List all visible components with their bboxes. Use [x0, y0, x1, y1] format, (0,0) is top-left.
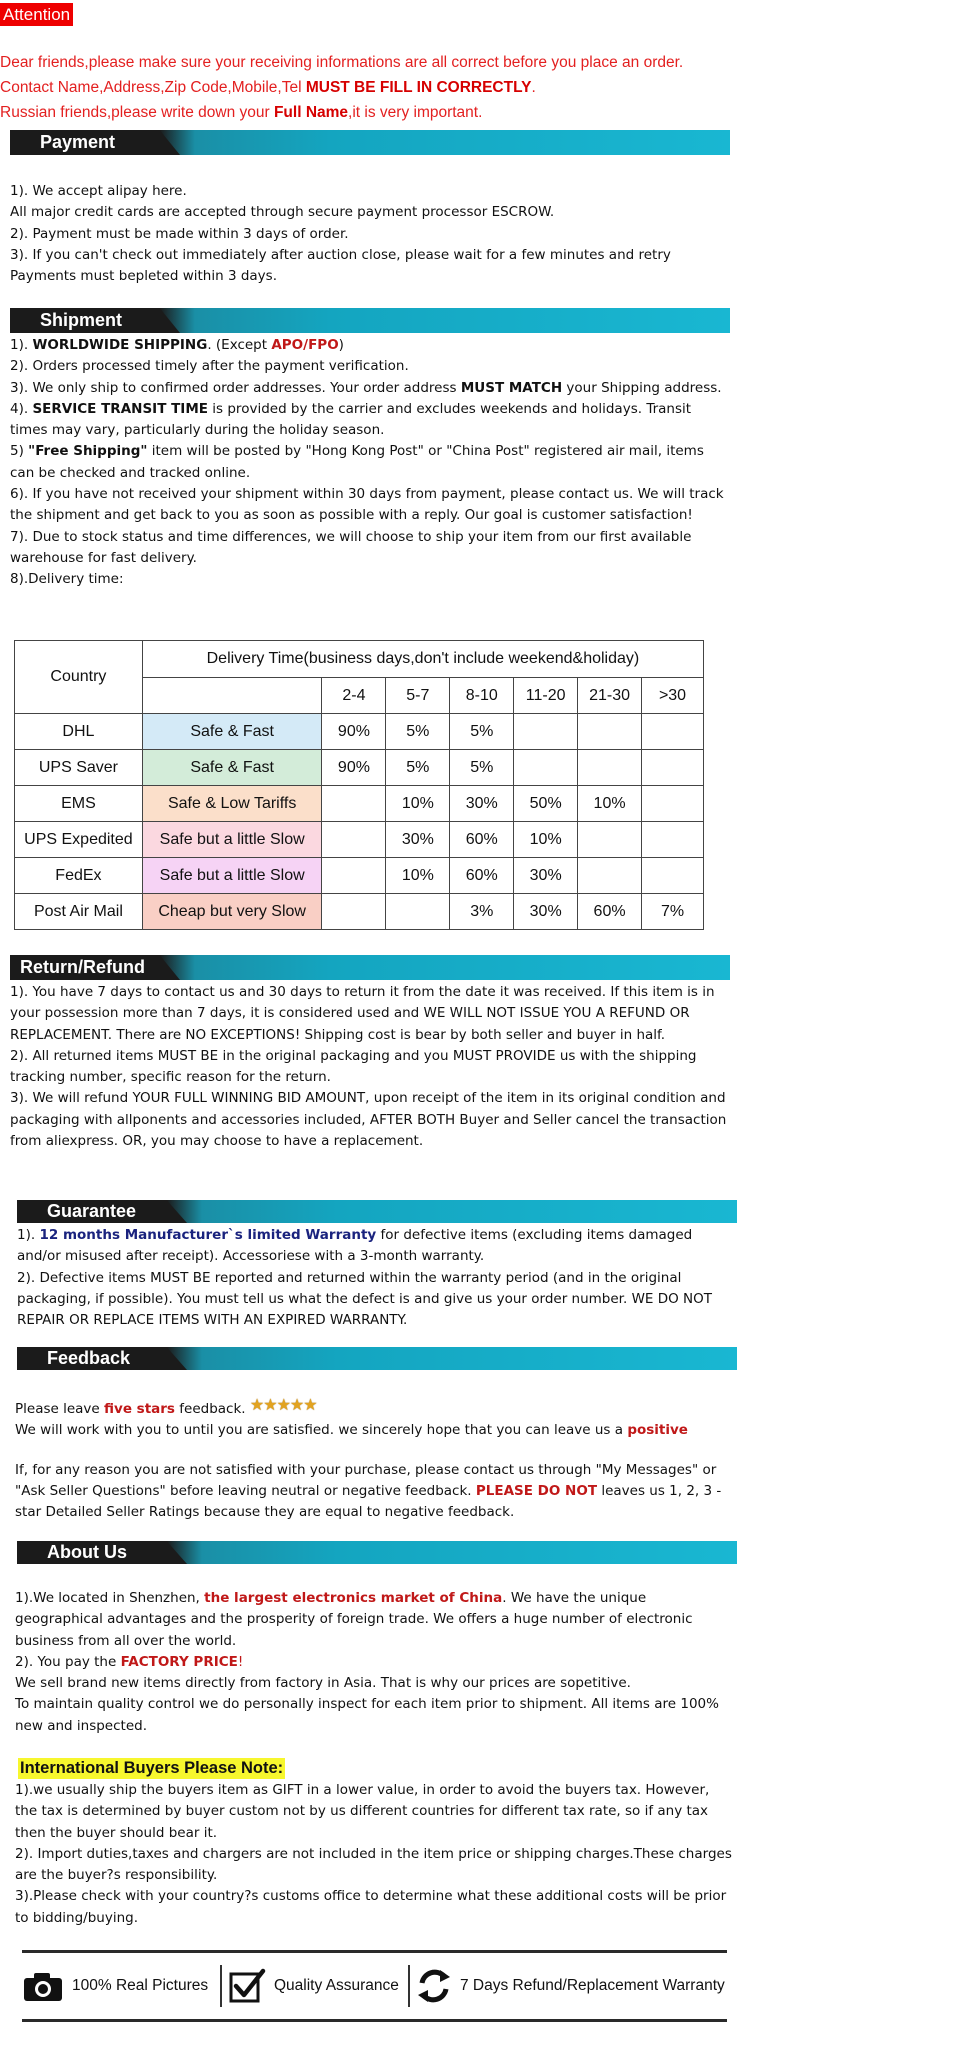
percent-cell — [642, 858, 704, 894]
payment-line: 1). We accept alipay here. — [10, 183, 187, 199]
percent-cell — [642, 750, 704, 786]
refund-text — [10, 982, 730, 1152]
percent-cell: 60% — [578, 894, 642, 930]
country-cell: FedEx — [15, 858, 143, 894]
table-row — [15, 822, 704, 858]
percent-cell — [514, 714, 578, 750]
international-item-1: 1).we usually ship the buyers item as GIFT in a lower value, in order to avoid the buyers tax. However, the tax is determined by buyer custom not by us different countries for different tax rate, so if any tax then the buyer should bear it. — [15, 1782, 710, 1841]
badge-divider — [220, 1965, 222, 2007]
table-row — [15, 894, 704, 930]
country-cell: UPS Saver — [15, 750, 143, 786]
shipment-item-4: 4). SERVICE TRANSIT TIME is provided by the carrier and excludes weekends and holidays. Transit times may vary, particularly during the holiday season. — [10, 400, 692, 439]
feedback-text — [15, 1394, 735, 1523]
badge-real-pictures — [22, 1963, 208, 2009]
attention-label: Attention — [0, 3, 73, 26]
payment-line: 2). Payment must be made within 3 days of order. — [10, 225, 349, 242]
percent-cell: 60% — [450, 858, 514, 894]
percent-cell: 90% — [322, 714, 386, 750]
trust-badges-bar — [22, 1950, 727, 2022]
percent-cell: 5% — [450, 750, 514, 786]
guarantee-item-2: 2). Defective items MUST BE reported and returned within the warranty period (and in the original packaging, if possible). You must tell us what the defect is and give us your order number. WE DO NOT REPAIR OR REPLACE ITEMS WITH AN EXPIRED WARRANTY. — [17, 1269, 713, 1329]
percent-cell: 5% — [386, 714, 450, 750]
percent-cell: 5% — [386, 750, 450, 786]
feedback-line-1: Please leave five stars feedback. ★★★★★ — [15, 1395, 317, 1417]
about-item-3: We sell brand new items directly from factory in Asia. That is why our prices are sopetitive. — [15, 1675, 631, 1692]
percent-cell: 30% — [450, 786, 514, 822]
shipment-banner — [10, 308, 730, 333]
badge-quality-assurance-label: Quality Assurance — [274, 1977, 399, 1994]
percent-cell: 10% — [386, 858, 450, 894]
shipment-item-1: 1). WORLDWIDE SHIPPING. (Except APO/FPO) — [10, 337, 344, 353]
intro-notice — [0, 50, 920, 125]
payment-line: All major credit cards are accepted through secure payment processor ESCROW. — [10, 204, 555, 221]
five-stars-icon: ★★★★★ — [249, 1395, 317, 1414]
percent-cell — [642, 822, 704, 858]
refund-title: Return/Refund — [20, 957, 145, 977]
table-row — [15, 750, 704, 786]
about-item-2: 2). You pay the FACTORY PRICE! — [15, 1653, 244, 1670]
percent-cell: 7% — [642, 894, 704, 930]
range-header: 21-30 — [578, 678, 642, 714]
international-item-2: 2). Import duties,taxes and chargers are not included in the item price or shipping charges.These charges are the buyer?s responsibility. — [15, 1845, 732, 1884]
percent-cell: 10% — [514, 822, 578, 858]
checkbox-check-icon — [228, 1968, 266, 2004]
payment-line: 3). If you can't check out immediately after auction close, please wait for a few minutes and retry — [10, 246, 671, 263]
refresh-cycle-icon — [416, 1967, 452, 2005]
shipment-item-5: 5) "Free Shipping" item will be posted by "Hong Kong Post" or "China Post" registered air mail, items can be checked and tracked online. — [10, 443, 704, 481]
range-header: 2-4 — [322, 678, 386, 714]
country-cell: EMS — [15, 786, 143, 822]
about-text — [15, 1588, 735, 1737]
refund-item-3: 3). We will refund YOUR FULL WINNING BID AMOUNT, upon receipt of the item in its original condition and packaging with allponents and accessories included, AFTER BOTH Buyer and Seller cancel the transaction from aliexpress. OR, you may choose to have a replacement. — [10, 1090, 727, 1150]
about-item-1: 1).We located in Shenzhen, the largest electronics market of China. We have the unique geographical advantages and the prosperity of foreign trade. We offers a huge number of electronic business from all over the world. — [15, 1590, 693, 1649]
range-header: 5-7 — [386, 678, 450, 714]
percent-cell: 30% — [514, 894, 578, 930]
badge-quality-assurance — [228, 1963, 399, 2009]
percent-cell — [386, 894, 450, 930]
guarantee-text — [17, 1225, 737, 1331]
refund-banner — [10, 955, 730, 980]
carrier-note-cell: Safe & Low Tariffs — [142, 786, 322, 822]
international-text — [15, 1780, 735, 1929]
refund-item-1: 1). You have 7 days to contact us and 30 days to return it from the date it was received. If this item is in your possession more than 7 days, it is considered used and WE WILL NOT ISSUE YOU A REFUND OR REPLACEMENT. There are NO EXCEPTIONS! Shipping cost is bear by both seller and buyer in half. — [10, 984, 715, 1043]
carrier-note-cell: Safe & Fast — [142, 714, 322, 750]
percent-cell: 5% — [450, 714, 514, 750]
payment-title: Payment — [40, 132, 116, 152]
intro-line-3: Russian friends,please write down your Full Name,it is very important. — [0, 104, 483, 121]
blank-cell — [142, 678, 322, 714]
delivery-time-header: Delivery Time(business days,don't include weekend&holiday) — [142, 641, 703, 678]
badge-divider — [408, 1965, 410, 2007]
percent-cell: 3% — [450, 894, 514, 930]
carrier-note-cell: Cheap but very Slow — [142, 894, 322, 930]
shipment-text — [10, 335, 730, 591]
percent-cell — [322, 786, 386, 822]
guarantee-banner — [17, 1200, 737, 1223]
percent-cell: 50% — [514, 786, 578, 822]
table-row — [15, 858, 704, 894]
table-row — [15, 714, 704, 750]
country-cell: Post Air Mail — [15, 894, 143, 930]
percent-cell: 60% — [450, 822, 514, 858]
shipment-item-8: 8).Delivery time: — [10, 571, 124, 588]
badge-real-pictures-label: 100% Real Pictures — [72, 1977, 209, 1994]
shipment-item-6: 6). If you have not received your shipment within 30 days from payment, please contact us. We will track the shipment and get back to you as soon as possible with a reply. Our goal is customer satisfaction! — [10, 486, 724, 524]
carrier-note-cell: Safe but a little Slow — [142, 822, 322, 858]
intro-line-1: Dear friends,please make sure your receiving informations are all correct before you place an order. — [0, 54, 684, 71]
percent-cell — [642, 786, 704, 822]
country-header: Country — [15, 641, 143, 714]
percent-cell — [322, 858, 386, 894]
percent-cell — [642, 714, 704, 750]
range-header: >30 — [642, 678, 704, 714]
feedback-line-2: We will work with you to until you are satisfied. we sincerely hope that you can leave us a positive — [15, 1422, 688, 1439]
table-row — [15, 786, 704, 822]
percent-cell — [322, 822, 386, 858]
feedback-title: Feedback — [47, 1348, 131, 1368]
country-cell: UPS Expedited — [15, 822, 143, 858]
percent-cell: 10% — [386, 786, 450, 822]
percent-cell — [578, 750, 642, 786]
range-header: 8-10 — [450, 678, 514, 714]
camera-icon — [22, 1969, 64, 2003]
percent-cell: 90% — [322, 750, 386, 786]
intro-line-2: Contact Name,Address,Zip Code,Mobile,Tel MUST BE FILL IN CORRECTLY. — [0, 79, 536, 96]
feedback-banner — [17, 1347, 737, 1370]
country-cell: DHL — [15, 714, 143, 750]
shipment-item-3: 3). We only ship to confirmed order addresses. Your order address MUST MATCH your Shipping address. — [10, 379, 722, 396]
shipment-item-2: 2). Orders processed timely after the payment verification. — [10, 358, 409, 375]
percent-cell: 30% — [386, 822, 450, 858]
international-buyers-heading: International Buyers Please Note: — [20, 1759, 284, 1777]
shipment-title: Shipment — [40, 310, 123, 330]
percent-cell — [578, 822, 642, 858]
badge-refund-warranty-label: 7 Days Refund/Replacement Warranty — [460, 1977, 725, 1994]
guarantee-item-1: 1). 12 months Manufacturer`s limited Warranty for defective items (excluding items damaged and/or misused after receipt). Accessoriese with a 3-month warranty. — [17, 1227, 693, 1265]
percent-cell — [514, 750, 578, 786]
refund-item-2: 2). All returned items MUST BE in the original packaging and you MUST PROVIDE us with the shipping tracking number, specific reason for the return. — [10, 1047, 697, 1086]
carrier-note-cell: Safe & Fast — [142, 750, 322, 786]
range-header: 11-20 — [514, 678, 578, 714]
feedback-line-3: If, for any reason you are not satisfied with your purchase, please contact us through "My Messages" or "Ask Seller Questions" before leaving neutral or negative feedback. PLEASE DO NOT leaves us 1, 2, 3 -star Detailed Seller Ratings because they are equal to negative feedback. — [15, 1461, 722, 1521]
about-title: About Us — [47, 1542, 127, 1562]
percent-cell — [322, 894, 386, 930]
percent-cell — [578, 714, 642, 750]
about-item-4: To maintain quality control we do personally inspect for each item prior to shipment. All items are 100% new and inspected. — [15, 1696, 719, 1734]
payment-text — [10, 181, 730, 287]
payment-line: Payments must bepleted within 3 days. — [10, 268, 277, 285]
delivery-time-table — [14, 640, 704, 930]
percent-cell: 10% — [578, 786, 642, 822]
shipment-item-7: 7). Due to stock status and time differences, we will choose to ship your item from our first available warehouse for fast delivery. — [10, 528, 692, 566]
international-item-3: 3).Please check with your country?s customs office to determine what these additional costs will be prior to bidding/buying. — [15, 1888, 727, 1926]
percent-cell: 30% — [514, 858, 578, 894]
guarantee-title: Guarantee — [47, 1201, 137, 1221]
payment-banner — [10, 130, 730, 155]
carrier-note-cell: Safe but a little Slow — [142, 858, 322, 894]
badge-refund-warranty — [416, 1963, 725, 2009]
percent-cell — [578, 858, 642, 894]
about-banner — [17, 1541, 737, 1564]
